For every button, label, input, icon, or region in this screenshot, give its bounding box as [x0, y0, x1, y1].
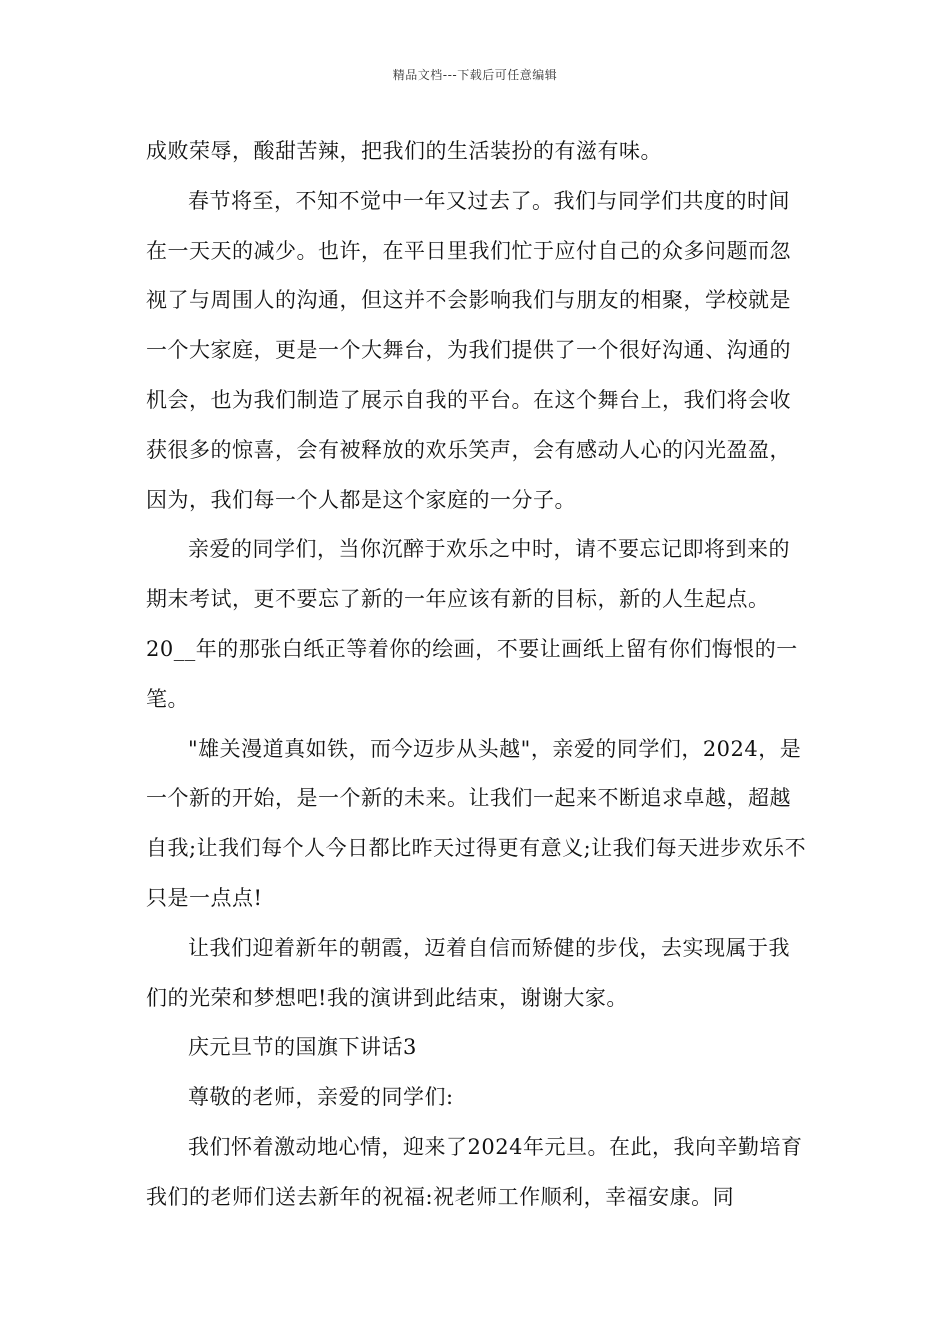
paragraph-2: 春节将至，不知不觉中一年又过去了。我们与同学们共度的时间在一天天的减少。也许，在平日里我们忙于应付自己的众多问题而忽视了与周围人的沟通，但这并不会影响我们与朋友的相聚，学校就是一个大家庭，更是一个大舞台，为我们提供了一个很好沟通、沟通的机会，也为我们制造了展示自我的平台。在这个舞台上，我们将会收获很多的惊喜，会有被释放的欢乐笑声，会有感动人心的闪光盈盈，因为，我们每一个人都是这个家庭的一分子。 [146, 188, 791, 512]
paragraph-4: "雄关漫道真如铁，而今迈步从头越"，亲爱的同学们，2024，是一个新的开始，是一个新的未来。让我们一起来不断追求卓越，超越自我;让我们每个人今日都比昨天过得更有意义;让我们每天进步欢乐不只是一点点! [146, 736, 807, 910]
paragraph-5: 让我们迎着新年的朝霞，迈着自信而矫健的步伐，去实现属于我们的光荣和梦想吧!我的演讲到此结束，谢谢大家。 [146, 935, 790, 1010]
paragraph-3: 亲爱的同学们，当你沉醉于欢乐之中时，请不要忘记即将到来的期末考试，更不要忘了新的一年应该有新的目标，新的人生起点。20__年的那张白纸正等着你的绘画，不要让画纸上留有你们悔恨的一笔。 [146, 537, 798, 711]
section-heading: 庆元旦节的国旗下讲话3 [188, 1035, 417, 1060]
salutation: 尊敬的老师，亲爱的同学们: [188, 1085, 454, 1110]
paragraph-6: 我们怀着激动地心情，迎来了2024年元旦。在此，我向辛勤培育我们的老师们送去新年的祝福:祝老师工作顺利，幸福安康。同 [146, 1134, 803, 1209]
page-header: 精品文档---下载后可任意编辑 [392, 68, 558, 82]
document-body [146, 127, 811, 1223]
paragraph-1: 成败荣辱，酸甜苦辣，把我们的生活装扮的有滋有味。 [146, 139, 662, 163]
